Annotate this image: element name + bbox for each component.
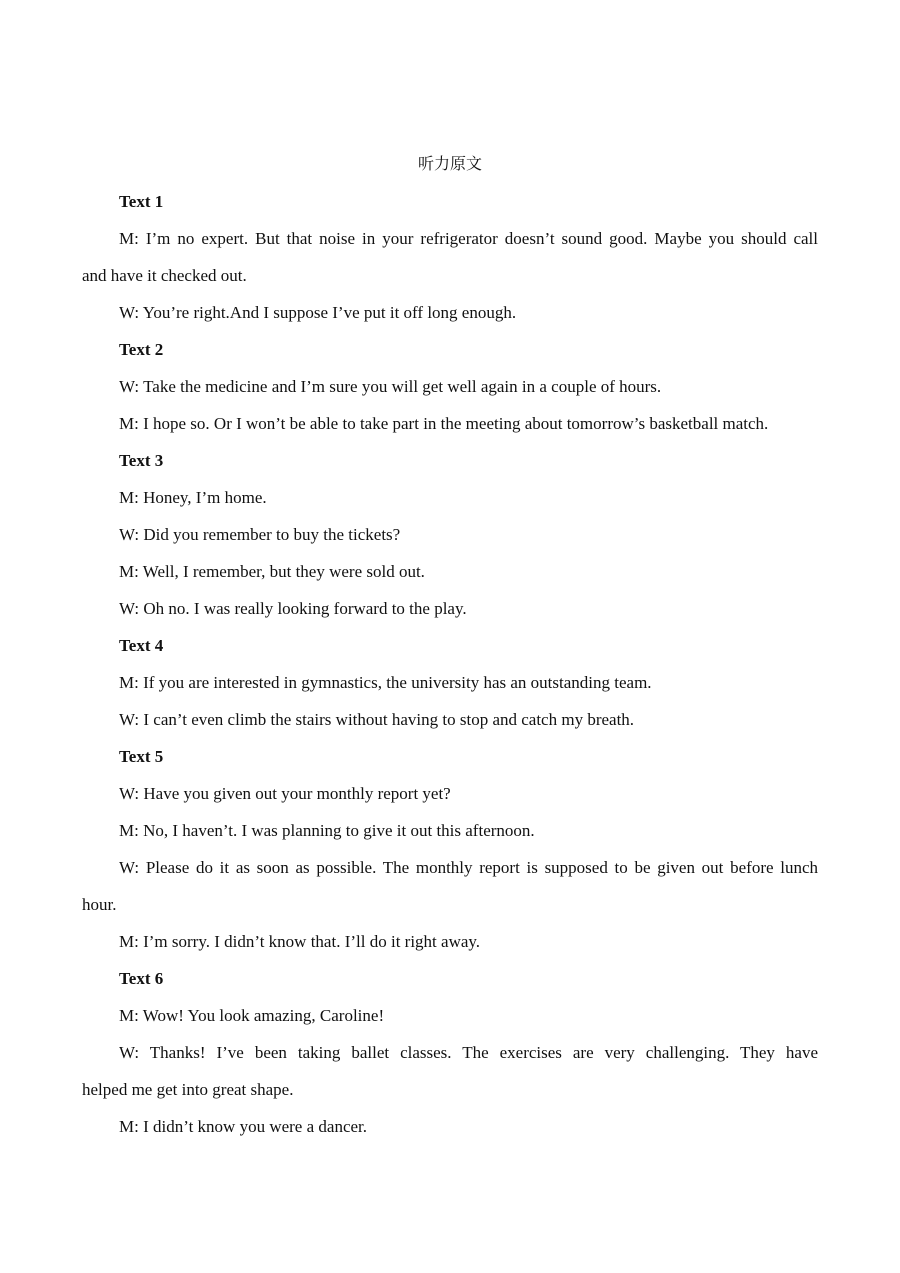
section-heading-text-1: Text 1 <box>119 192 164 211</box>
dialogue-line: W: Please do it as soon as possible. The monthly report is supposed to be given out before lunch <box>119 858 818 877</box>
dialogue-line: M: I didn’t know you were a dancer. <box>119 1117 368 1136</box>
dialogue-line: M: Wow! You look amazing, Caroline! <box>119 1006 385 1025</box>
dialogue-line: M: I’m sorry. I didn’t know that. I’ll do it right away. <box>119 932 481 951</box>
dialogue-line: M: Well, I remember, but they were sold out. <box>119 562 425 581</box>
dialogue-line: M: No, I haven’t. I was planning to give it out this afternoon. <box>119 821 535 840</box>
dialogue-line-continuation: and have it checked out. <box>82 266 247 285</box>
transcript-body <box>82 189 818 1151</box>
section-heading-text-5: Text 5 <box>119 747 164 766</box>
dialogue-line: M: Honey, I’m home. <box>119 488 267 507</box>
page-title: 听力原文 <box>417 154 482 173</box>
dialogue-line: W: You’re right.And I suppose I’ve put it off long enough. <box>119 303 517 322</box>
section-heading-text-2: Text 2 <box>119 340 164 359</box>
dialogue-line-continuation: helped me get into great shape. <box>82 1080 294 1099</box>
section-heading-text-6: Text 6 <box>119 969 164 988</box>
dialogue-line: W: Did you remember to buy the tickets? <box>119 525 401 544</box>
section-heading-text-4: Text 4 <box>119 636 164 655</box>
dialogue-line: W: Have you given out your monthly report yet? <box>119 784 451 803</box>
dialogue-line: M: I hope so. Or I won’t be able to take part in the meeting about tomorrow’s basketball match. <box>119 414 769 433</box>
dialogue-line: M: If you are interested in gymnastics, the university has an outstanding team. <box>119 673 652 692</box>
section-heading-text-3: Text 3 <box>119 451 164 470</box>
dialogue-line: W: Take the medicine and I’m sure you will get well again in a couple of hours. <box>119 377 662 396</box>
dialogue-line-continuation: hour. <box>82 895 117 914</box>
dialogue-line: M: I’m no expert. But that noise in your refrigerator doesn’t sound good. Maybe you should call <box>119 229 818 248</box>
dialogue-line: W: Thanks! I’ve been taking ballet classes. The exercises are very challenging. They have <box>119 1043 818 1062</box>
dialogue-line: W: I can’t even climb the stairs without having to stop and catch my breath. <box>119 710 635 729</box>
dialogue-line: W: Oh no. I was really looking forward to the play. <box>119 599 467 618</box>
